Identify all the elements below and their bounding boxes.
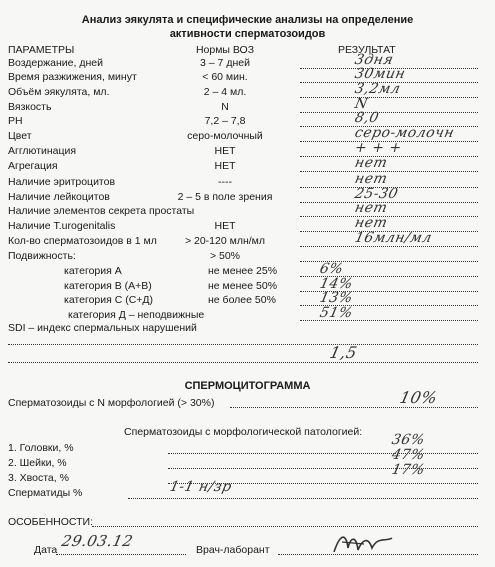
dotted-line bbox=[92, 526, 478, 527]
pathology-value: 17% bbox=[390, 462, 427, 478]
param-norm: < 60 мин. bbox=[202, 71, 248, 83]
param-norm: N bbox=[221, 101, 229, 113]
param-label: Объём эякулята, мл. bbox=[8, 86, 110, 98]
column-result-header: РЕЗУЛЬТАТ bbox=[338, 44, 396, 56]
param-norm: 2 – 5 в поле зрения bbox=[177, 191, 273, 203]
param-norm: НЕТ bbox=[214, 220, 236, 232]
doc-title-line2: активности сперматозоидов bbox=[169, 28, 326, 40]
motility-result: 6% bbox=[318, 261, 345, 277]
normal-morphology-label: Сперматозоиды с N морфологией (> 30%) bbox=[8, 397, 215, 409]
motility-label: категория В (А+В) bbox=[64, 280, 152, 292]
param-result: 16млн/мл bbox=[353, 230, 434, 246]
pathology-value: 36% bbox=[390, 432, 427, 448]
sdi-label: SDI – индекс спермальных нарушений bbox=[8, 322, 197, 334]
motility-label: категория С (С+Д) bbox=[64, 294, 154, 306]
param-label: Кол-во сперматозоидов в 1 мл bbox=[8, 235, 157, 247]
param-label: Наличие элементов секрета простаты bbox=[8, 205, 195, 217]
dotted-line bbox=[300, 202, 478, 203]
dotted-line bbox=[300, 216, 478, 217]
param-result: 30мин bbox=[353, 66, 407, 82]
pathology-label: Сперматиды % bbox=[8, 487, 83, 499]
dotted-line bbox=[230, 407, 478, 408]
pathology-title: Сперматозоиды с морфологической патологией: bbox=[124, 426, 363, 438]
param-result: 3дня bbox=[353, 52, 395, 68]
param-label: Агрегация bbox=[8, 160, 58, 172]
dotted-line bbox=[300, 97, 478, 98]
signature-icon bbox=[328, 528, 398, 558]
normal-morphology-value: 10% bbox=[397, 388, 440, 407]
param-result: 8,0 bbox=[353, 110, 381, 126]
dotted-line bbox=[300, 171, 478, 172]
motility-label: категория А bbox=[64, 265, 122, 277]
pathology-value: 47% bbox=[390, 447, 427, 463]
param-result: 3,2мл bbox=[353, 81, 402, 97]
param-norm: 7,2 – 7,8 bbox=[204, 115, 246, 127]
sdi-value: 1,5 bbox=[327, 343, 359, 362]
column-params-header: ПАРАМЕТРЫ bbox=[8, 44, 75, 56]
features-label: ОСОБЕННОСТИ: bbox=[8, 516, 94, 528]
param-label: Агглютинация bbox=[8, 145, 77, 157]
date-label: Дата bbox=[34, 544, 58, 556]
column-norm-header: Нормы ВОЗ bbox=[195, 44, 255, 56]
dotted-line bbox=[300, 246, 478, 247]
lab-doctor-label: Врач-лаборант bbox=[196, 544, 270, 556]
dotted-line bbox=[56, 554, 186, 555]
param-label: Цвет bbox=[8, 130, 32, 142]
dotted-line bbox=[300, 112, 478, 113]
dotted-line bbox=[8, 362, 478, 363]
param-label: Вязкость bbox=[8, 101, 52, 113]
param-norm: > 20-120 млн/мл bbox=[184, 235, 266, 247]
param-norm: НЕТ bbox=[214, 145, 236, 157]
dotted-line bbox=[128, 498, 478, 499]
motility-result: 51% bbox=[318, 305, 355, 321]
doc-title-line1: Анализ эякулята и специфические анализы на определение bbox=[81, 14, 414, 26]
param-norm: серо-молочный bbox=[187, 130, 263, 142]
dotted-line bbox=[168, 468, 478, 469]
pathology-value: 1-1 н/зр bbox=[168, 479, 234, 495]
pathology-label: 2. Шейки, % bbox=[8, 457, 67, 469]
param-result: нет bbox=[353, 171, 389, 187]
motility-norm: не менее 50% bbox=[208, 280, 278, 292]
param-result: + + + bbox=[353, 140, 404, 156]
motility-label: категория Д – неподвижные bbox=[68, 309, 205, 321]
param-result: N bbox=[353, 96, 370, 112]
dotted-line bbox=[168, 453, 478, 454]
param-norm: ---- bbox=[218, 176, 232, 188]
spermiogram-title: СПЕРМОЦИТОГРАММА bbox=[184, 380, 311, 392]
param-result: нет bbox=[353, 155, 389, 171]
param-norm: НЕТ bbox=[214, 160, 236, 172]
param-result: серо-молочн bbox=[353, 125, 456, 141]
param-label: Воздержание, дней bbox=[8, 57, 103, 69]
motility-norm: не более 50% bbox=[208, 294, 276, 306]
motility-norm: не менее 25% bbox=[208, 265, 278, 277]
date-value: 29.03.12 bbox=[60, 532, 135, 550]
param-label: Время разжижения, минут bbox=[8, 71, 137, 83]
param-label: Наличие лейкоцитов bbox=[8, 191, 110, 203]
param-label: Подвижность: bbox=[8, 250, 76, 262]
param-result: нет bbox=[353, 200, 389, 216]
param-result: нет bbox=[353, 215, 389, 231]
pathology-label: 3. Хвоста, % bbox=[8, 472, 69, 484]
dotted-line bbox=[300, 156, 478, 157]
param-label: PH bbox=[8, 115, 23, 127]
pathology-label: 1. Головки, % bbox=[8, 442, 74, 454]
param-result: 25-30 bbox=[353, 186, 400, 202]
motility-result: 14% bbox=[318, 276, 355, 292]
param-norm: 3 – 7 дней bbox=[200, 57, 250, 69]
param-label: Наличие эритроцитов bbox=[8, 176, 116, 188]
param-label: Наличие T.urogenitalis bbox=[8, 220, 116, 232]
param-norm: 2 – 4 мл. bbox=[203, 86, 247, 98]
motility-result: 13% bbox=[318, 290, 355, 306]
param-norm: > 50% bbox=[209, 250, 241, 262]
dotted-line bbox=[8, 344, 478, 345]
